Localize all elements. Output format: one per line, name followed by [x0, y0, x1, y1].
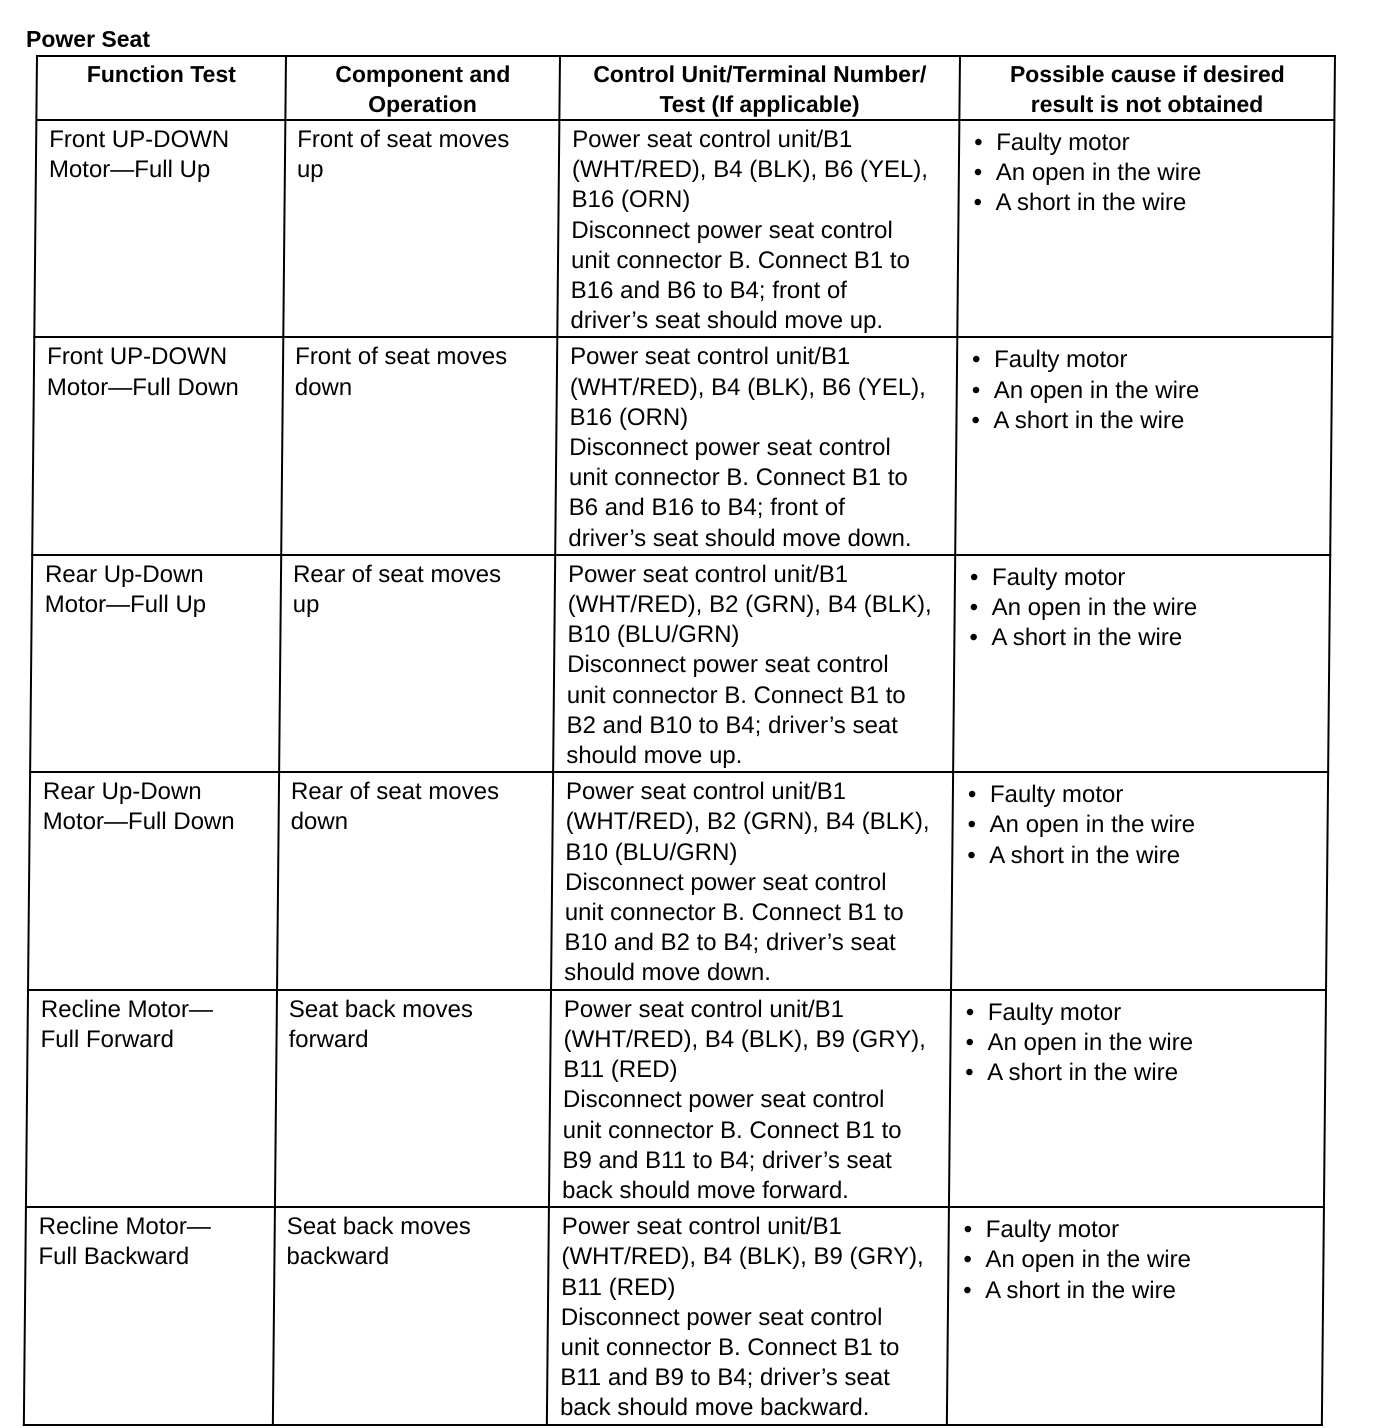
header-possible-cause [959, 56, 1335, 120]
cell-line: Rear Up-Down [44, 560, 204, 588]
cause-list-item [964, 1215, 1317, 1245]
cell-line: B11 (RED) [561, 1273, 676, 1301]
bullet-icon: • [965, 1028, 975, 1056]
bullet-icon: • [971, 346, 981, 374]
cell-line: Rear of seat moves [292, 560, 502, 588]
cause-list-item [968, 780, 1321, 810]
function-test-cell [28, 772, 279, 989]
cause-list-item [969, 623, 1322, 653]
possible-cause-cell [957, 120, 1334, 337]
bullet-icon: • [967, 781, 977, 809]
cell-line: unit connector B. Connect B1 to [570, 246, 911, 274]
cell-line: down [290, 808, 349, 836]
component-operation-cell [279, 555, 555, 772]
bullet-icon: • [971, 376, 981, 404]
cell-line: Disconnect power seat control [569, 434, 891, 462]
cause-list-item [972, 345, 1325, 375]
cause-list-item [963, 1245, 1316, 1275]
cell-line: Test (If applicable) [659, 91, 860, 117]
cause-list-item [965, 1058, 1318, 1088]
cause-list-item [967, 841, 1320, 871]
cell-line: unit connector B. Connect B1 to [564, 899, 904, 927]
cell-line: unit connector B. Connect B1 to [566, 681, 906, 709]
component-operation-cell [277, 772, 553, 989]
cell-line: Power seat control unit/B1 [569, 343, 851, 371]
cell-line: Possible cause if desired [1009, 61, 1285, 87]
cause-list-item [970, 563, 1323, 593]
cell-line: Disconnect power seat control [560, 1303, 883, 1331]
bullet-icon: • [973, 189, 983, 217]
cell-line: Motor—Full Down [46, 373, 239, 401]
cell-line: Power seat control unit/B1 [561, 1213, 843, 1241]
table-row [34, 120, 1334, 337]
cell-line: Disconnect power seat control [567, 651, 889, 679]
cell-line: B16 and B6 to B4; front of [570, 277, 848, 305]
control-unit-test-cell [557, 120, 959, 337]
control-unit-test-cell [555, 337, 957, 554]
cell-line: (WHT/RED), B4 (BLK), B9 (GRY), [563, 1025, 926, 1053]
function-test-cell [24, 1207, 275, 1424]
cause-text: Faulty motor [991, 563, 1126, 591]
bullet-icon: • [965, 1059, 974, 1087]
cell-line: down [294, 373, 353, 401]
function-test-cell [34, 120, 285, 337]
cell-line: up [292, 591, 320, 619]
cell-line: B11 and B9 to B4; driver’s seat [560, 1364, 890, 1392]
cell-line: Recline Motor— [38, 1213, 211, 1241]
bullet-icon: • [963, 1246, 972, 1274]
cell-line: Power seat control unit/B1 [565, 778, 847, 806]
cause-list-item [973, 188, 1326, 218]
cause-text: Faulty motor [987, 998, 1122, 1026]
cause-list-item [970, 593, 1323, 623]
cell-line: Power seat control unit/B1 [572, 126, 853, 153]
table-row [30, 555, 1330, 772]
cause-list-item [963, 1276, 1316, 1306]
cell-line: Rear of seat moves [290, 778, 500, 806]
cell-line: Seat back moves [286, 1213, 471, 1241]
cell-line: back should move forward. [561, 1176, 850, 1204]
cause-text: A short in the wire [995, 189, 1187, 217]
function-test-cell [32, 337, 283, 554]
function-test-cell [30, 555, 281, 772]
table-header-row [36, 56, 1335, 120]
cell-line: Recline Motor— [40, 995, 214, 1023]
cause-text: A short in the wire [985, 1276, 1177, 1304]
cell-line: result is not obtained [1030, 91, 1264, 117]
cause-text: Faulty motor [993, 346, 1128, 374]
cause-text: An open in the wire [991, 594, 1198, 622]
cell-line: Front UP-DOWN [49, 126, 230, 153]
cause-list-item [967, 810, 1320, 840]
cause-text: A short in the wire [991, 624, 1183, 652]
cell-line: Motor—Full Up [48, 156, 211, 184]
possible-cause-cell [951, 772, 1328, 989]
cell-line: Power seat control unit/B1 [567, 560, 849, 588]
cell-line: should move up. [566, 742, 743, 770]
cell-line: (WHT/RED), B4 (BLK), B6 (YEL), [571, 156, 929, 184]
cell-line: driver’s seat should move down. [568, 524, 912, 552]
cause-text: An open in the wire [985, 1246, 1192, 1274]
possible-cause-cell [949, 990, 1326, 1207]
cell-line: B2 and B10 to B4; driver’s seat [566, 711, 899, 739]
cell-line: Front UP-DOWN [46, 343, 228, 371]
cell-line: unit connector B. Connect B1 to [562, 1116, 902, 1144]
cell-line: Component and [335, 61, 511, 87]
cell-line: (WHT/RED), B2 (GRN), B4 (BLK), [565, 808, 930, 836]
control-unit-test-cell [549, 990, 951, 1207]
cell-line: driver’s seat should move up. [570, 307, 884, 335]
cause-text: An open in the wire [993, 376, 1200, 404]
component-operation-cell [283, 120, 559, 337]
cell-line: Rear Up-Down [42, 778, 202, 806]
possible-cause-cell [947, 1207, 1324, 1424]
table-row [32, 337, 1332, 554]
cell-line: unit connector B. Connect B1 to [560, 1333, 900, 1361]
header-control-unit [559, 56, 960, 120]
cause-text: Faulty motor [985, 1216, 1120, 1244]
function-test-table [23, 55, 1336, 1426]
cell-line: Full Backward [38, 1243, 190, 1271]
cell-line: B11 (RED) [563, 1056, 678, 1084]
cause-text: A short in the wire [993, 406, 1185, 434]
cell-line: Front of seat moves [294, 343, 508, 371]
cause-text: An open in the wire [995, 159, 1202, 187]
cause-text: A short in the wire [987, 1059, 1179, 1087]
cell-line: Power seat control unit/B1 [563, 995, 845, 1023]
cause-text: A short in the wire [989, 841, 1181, 869]
cell-line: backward [286, 1243, 390, 1271]
cause-list-item [974, 128, 1327, 158]
bullet-icon: • [971, 406, 981, 434]
cause-list-item [972, 376, 1325, 406]
cell-line: B10 (BLU/GRN) [565, 838, 738, 866]
component-operation-cell [275, 990, 551, 1207]
control-unit-test-cell [553, 555, 955, 772]
bullet-icon: • [967, 841, 976, 869]
cause-text: Faulty motor [996, 129, 1130, 156]
cell-line: Motor—Full Up [44, 591, 207, 619]
control-unit-test-cell [551, 772, 953, 989]
function-test-cell [26, 990, 277, 1207]
possible-cause-cell [953, 555, 1330, 772]
cell-line: Operation [368, 91, 477, 117]
control-unit-test-cell [547, 1207, 949, 1424]
cell-line: B6 and B16 to B4; front of [568, 494, 845, 522]
component-operation-cell [281, 337, 557, 554]
cause-text: An open in the wire [989, 811, 1196, 839]
cell-line: Full Forward [40, 1025, 175, 1053]
cell-line: B9 and B11 to B4; driver’s seat [562, 1146, 893, 1174]
cell-line: Control Unit/Terminal Number/ [593, 61, 927, 87]
table-row [26, 990, 1326, 1207]
cause-list-item [974, 158, 1327, 188]
table-row [28, 772, 1328, 989]
bullet-icon: • [974, 129, 983, 156]
cell-line: Function Test [86, 61, 236, 87]
cause-text: An open in the wire [987, 1028, 1194, 1056]
header-function-test [36, 56, 286, 120]
cell-line: B10 and B2 to B4; driver’s seat [564, 929, 896, 957]
cell-line: forward [288, 1025, 369, 1053]
bullet-icon: • [967, 811, 977, 839]
cause-text: Faulty motor [989, 781, 1124, 809]
cell-line: Seat back moves [288, 995, 474, 1023]
cell-line: Disconnect power seat control [571, 216, 893, 244]
bullet-icon: • [969, 624, 978, 652]
header-component-operation [285, 56, 560, 120]
cell-line: back should move backward. [559, 1394, 870, 1422]
bullet-icon: • [963, 1276, 972, 1304]
cell-line: (WHT/RED), B4 (BLK), B9 (GRY), [561, 1243, 924, 1271]
bullet-icon: • [973, 159, 983, 187]
bullet-icon: • [969, 594, 979, 622]
table-row [24, 1207, 1324, 1424]
component-operation-cell [273, 1207, 549, 1424]
cause-list-item [966, 998, 1319, 1028]
possible-cause-cell [955, 337, 1332, 554]
cell-line: (WHT/RED), B2 (GRN), B4 (BLK), [567, 591, 932, 619]
section-title: Power Seat [26, 26, 150, 52]
cell-line: Disconnect power seat control [564, 868, 887, 896]
cell-line: (WHT/RED), B4 (BLK), B6 (YEL), [569, 373, 927, 401]
cause-list-item [971, 406, 1324, 436]
bullet-icon: • [969, 563, 979, 591]
cell-line: up [296, 156, 324, 184]
cell-line: B16 (ORN) [569, 403, 689, 431]
cell-line: B10 (BLU/GRN) [567, 621, 740, 649]
cell-line: unit connector B. Connect B1 to [568, 464, 908, 492]
cell-line: Front of seat moves [297, 126, 510, 153]
cell-line: Disconnect power seat control [562, 1086, 885, 1114]
cause-list-item [965, 1028, 1318, 1058]
bullet-icon: • [965, 998, 975, 1026]
cell-line: Motor—Full Down [42, 808, 235, 836]
cell-line: should move down. [564, 959, 772, 987]
cell-line: B16 (ORN) [571, 186, 691, 214]
bullet-icon: • [963, 1216, 973, 1244]
